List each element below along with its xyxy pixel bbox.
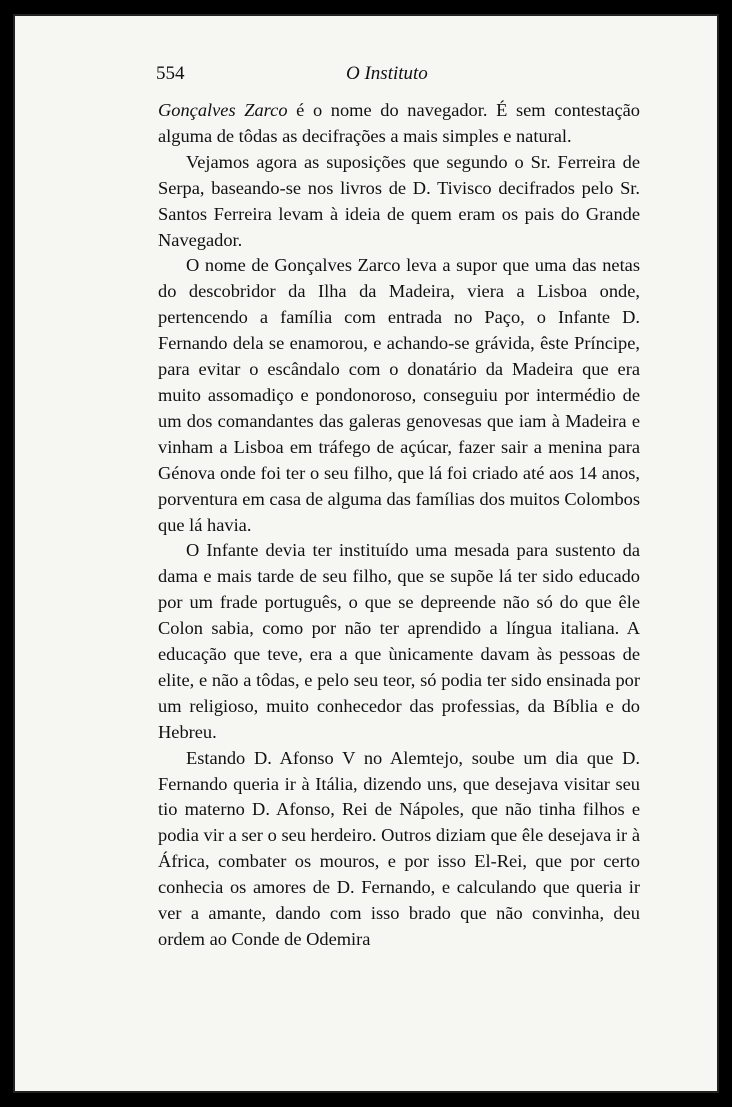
paragraph-1-text: é o nome do navegador. É sem contestação alguma de tôdas as decifrações a mais simples e natural. (158, 100, 640, 146)
paragraph-1 (158, 98, 640, 150)
body-text (158, 98, 640, 953)
paragraph-5: Estando D. Afonso V no Alemtejo, soube um dia que D. Fernando queria ir à Itália, dizendo uns, que desejava visitar seu tio materno D. Afonso, Rei de Nápoles, que não tinha filhos e podia vir a ser o seu herdeiro. Outros diziam que êle desejava ir à África, combater os mouros, e por isso El-Rei, que por certo conhecia os amores de D. Fernando, e calculando que queria ir ver a amante, dando com isso brado que não convinha, deu ordem ao Conde de Odemira (158, 747, 640, 949)
page-header (156, 63, 636, 93)
paragraph-4: O Infante devia ter instituído uma mesada para sustento da dama e mais tarde de seu filho, que se supõe lá ter sido educado por um frade português, o que se depreende não só do que êle Colon sabia, como por não ter aprendido a língua italiana. A educação que teve, era a que ùnicamente davam às pessoas de elite, e não a tôdas, e pelo seu teor, só podia ter sido ensinada por um religioso, muito conhecedor das professias, da Bíblia e do Hebreu. (158, 540, 640, 742)
paragraph-2: Vejamos agora as suposições que segundo o Sr. Ferreira de Serpa, baseando-se nos livros de D. Tivisco decifrados pelo Sr. Santos Ferreira levam à ideia de quem eram os pais do Grande Navegador. (158, 151, 640, 250)
page-number: 554 (156, 63, 185, 84)
running-title: O Instituto (346, 63, 428, 84)
italic-lead: Gonçalves Zarco (158, 100, 288, 120)
paragraph-3: O nome de Gonçalves Zarco leva a supor que uma das netas do descobridor da Ilha da Madeira, viera a Lisboa onde, pertencendo a família com entrada no Paço, o Infante D. Fernando dela se enamorou, e achando-se grávida, êste Príncipe, para evitar o escândalo com o donatário da Madeira que era muito assomadiço e pondonoroso, conseguiu por intermédio de um dos comandantes das galeras genovesas que iam à Madeira e vinham a Lisboa em tráfego de açúcar, fazer sair a menina para Génova onde foi ter o seu filho, que lá foi criado até aos 14 anos, porventura em casa de alguma das famílias dos muitos Colombos que lá havia. (158, 255, 640, 535)
